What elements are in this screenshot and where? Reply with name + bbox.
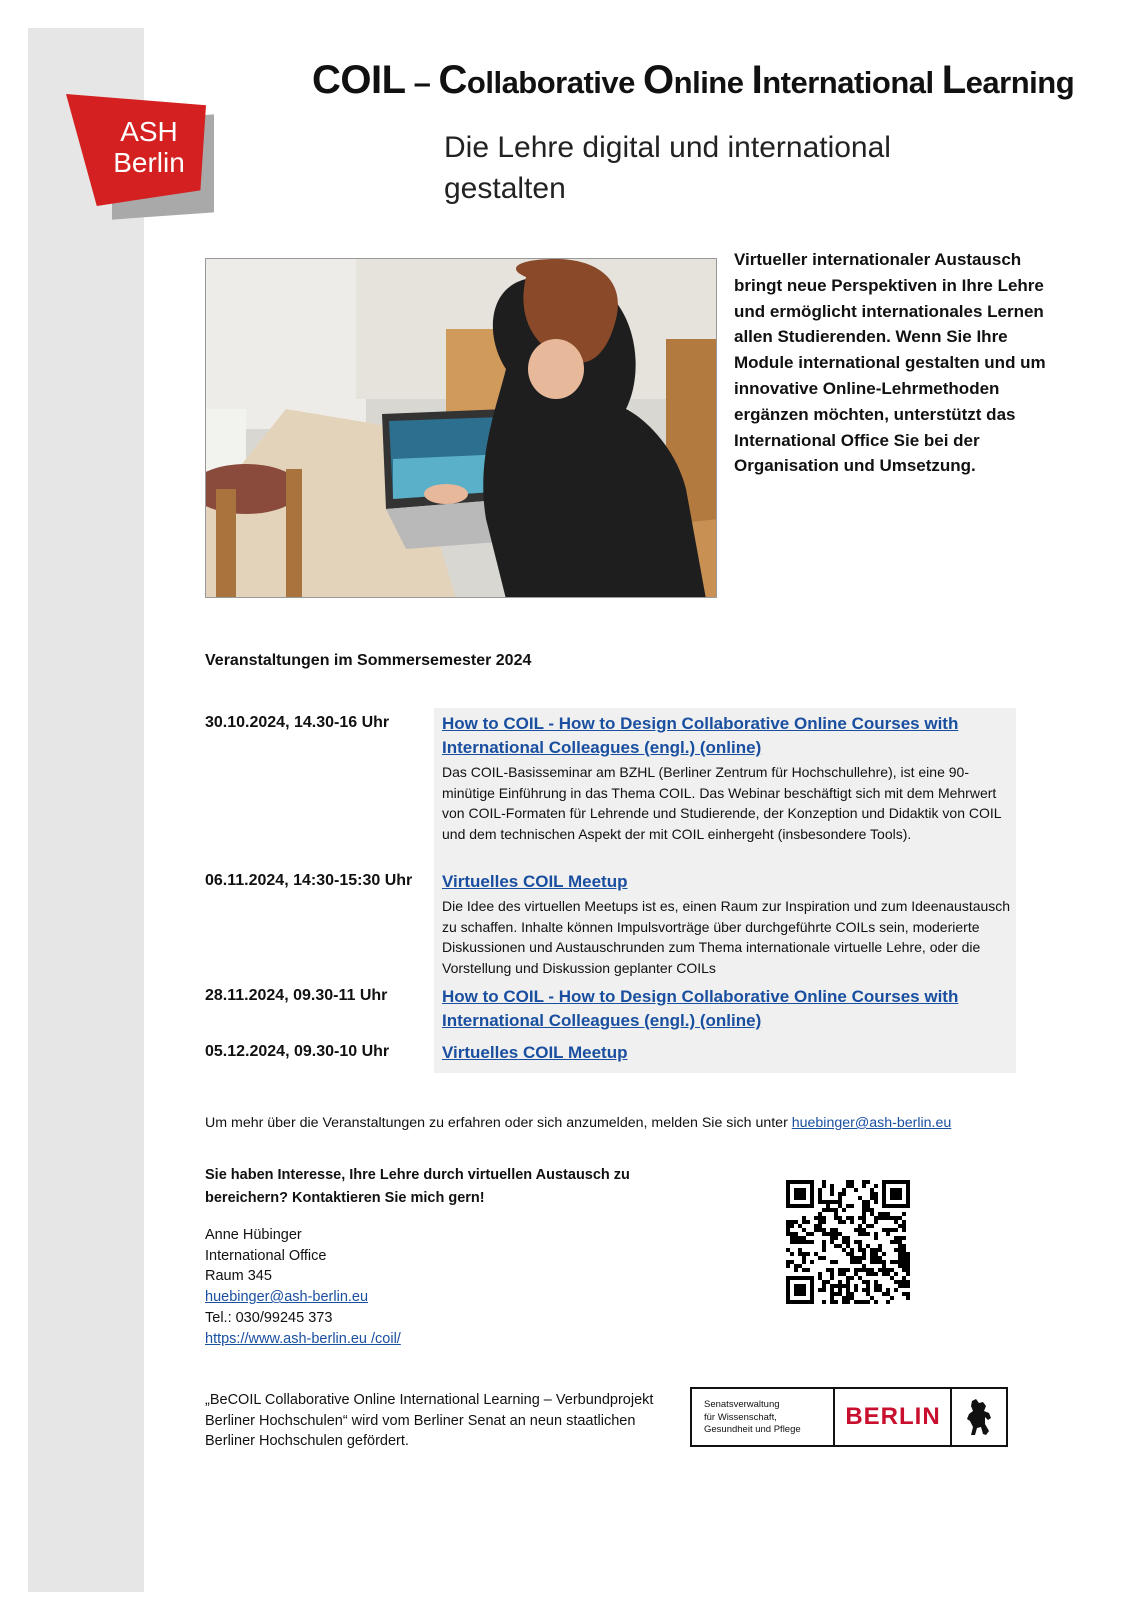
berlin-department bbox=[704, 1399, 834, 1437]
title-rest-l: earning bbox=[965, 65, 1075, 100]
photo-woman-laptop bbox=[205, 258, 717, 598]
page-title bbox=[312, 58, 1112, 103]
title-cap-c: C bbox=[438, 58, 467, 102]
title-part-coil: COIL bbox=[312, 58, 406, 102]
logo-text bbox=[104, 116, 194, 178]
contact-room: Raum 345 bbox=[205, 1268, 272, 1285]
more-info-email-link[interactable]: huebinger@ash-berlin.eu bbox=[791, 1115, 952, 1131]
title-rest-c: ollaborative bbox=[466, 65, 644, 100]
intro-text: Virtueller internationaler Austausch bringt neue Perspektiven in Ihre Lehre und ermöglicht internationales Lernen allen Studierenden. Wenn Sie Ihre Module international gestalten und um innovative Online-Lehrmethoden ergänzen möchten, unterstützt das International Office Sie bei der Organisation und Umsetzung. bbox=[734, 250, 1046, 476]
dept-line: für Wissenschaft, bbox=[704, 1411, 777, 1423]
event-item bbox=[442, 1041, 1014, 1067]
event-title-link[interactable]: How to COIL - How to Design Collaborative Online Courses with International Colleagues (engl.) (online) bbox=[442, 714, 959, 757]
event-title-link[interactable]: Virtuelles COIL Meetup bbox=[442, 1043, 628, 1062]
contact-email-link[interactable]: huebinger@ash-berlin.eu bbox=[205, 1289, 369, 1306]
event-date: 06.11.2024, 14:30-15:30 Uhr bbox=[205, 872, 413, 889]
contact-name: Anne Hübinger bbox=[205, 1227, 302, 1243]
contact-url-link[interactable]: https://www.ash-berlin.eu /coil/ bbox=[205, 1330, 401, 1347]
event-item bbox=[442, 712, 1014, 844]
contact-phone: Tel.: 030/99245 373 bbox=[205, 1309, 333, 1326]
berlin-divider bbox=[833, 1389, 835, 1445]
event-description: Das COIL-Basisseminar am BZHL (Berliner Zentrum für Hochschullehre), ist eine 90-minütige Einführung in das Thema COIL. Das Webinar beschäftigt sich mit dem Mehrwert von COIL-Formaten für Lehrende und Studierende, der Konzeption und Didaktik von COIL und dem technischen Aspekt der mit COIL einhergeht (insbesondere Tools). bbox=[442, 764, 1002, 842]
qr-code-icon bbox=[786, 1180, 910, 1304]
event-date: 05.12.2024, 09.30-10 Uhr bbox=[205, 1043, 390, 1060]
event-title-link[interactable]: How to COIL - How to Design Collaborative Online Courses with International Colleagues (engl.) (online) bbox=[442, 987, 959, 1030]
ash-berlin-logo bbox=[62, 92, 222, 228]
dept-line: Senatsverwaltung bbox=[704, 1399, 780, 1410]
event-item bbox=[442, 870, 1014, 978]
berlin-divider bbox=[950, 1389, 952, 1445]
logo-line2: Berlin bbox=[113, 147, 185, 178]
berlin-senate-logo bbox=[690, 1387, 1008, 1447]
event-date: 30.10.2024, 14.30-16 Uhr bbox=[205, 714, 390, 731]
dept-line: Gesundheit und Pflege bbox=[704, 1424, 801, 1435]
logo-line1: ASH bbox=[120, 116, 178, 147]
event-title-link[interactable]: Virtuelles COIL Meetup bbox=[442, 872, 628, 891]
title-separator: – bbox=[405, 65, 439, 100]
event-date: 28.11.2024, 09.30-11 Uhr bbox=[205, 987, 388, 1004]
berlin-bear-icon bbox=[964, 1397, 994, 1437]
title-rest-o: nline bbox=[673, 65, 752, 100]
title-rest-i: nternational bbox=[762, 65, 942, 100]
berlin-wordmark: BERLIN bbox=[845, 1403, 941, 1430]
event-item bbox=[442, 985, 1014, 1035]
contact-block bbox=[205, 1225, 525, 1349]
sidebar-strip bbox=[28, 28, 144, 1592]
title-cap-l: L bbox=[941, 58, 966, 102]
contact-office: International Office bbox=[205, 1247, 327, 1264]
more-info-text bbox=[205, 1115, 1105, 1131]
event-description: Die Idee des virtuellen Meetups ist es, einen Raum zur Inspiration und zum Ideenaustausch zu schaffen. Inhalte können Impulsvorträge über durchgeführte COILs sein, moderierte Diskussionen und Austauschrunden zum Thema internationale virtuelle Lehre, oder die Vorstellung und Diskussion geplanter COILs bbox=[442, 898, 1011, 976]
contact-prompt: Sie haben Interesse, Ihre Lehre durch virtuellen Austausch zu bereichern? Kontaktieren Sie mich gern! bbox=[205, 1167, 630, 1206]
events-heading: Veranstaltungen im Sommersemester 2024 bbox=[205, 652, 532, 669]
title-cap-o: O bbox=[643, 58, 674, 102]
page-subtitle: Die Lehre digital und international gestalten bbox=[444, 131, 891, 205]
funding-note: „BeCOIL Collaborative Online International Learning – Verbundprojekt Berliner Hochschulen“ wird vom Berliner Senat an neun staatlichen Berliner Hochschulen gefördert. bbox=[205, 1392, 654, 1450]
more-info-label: Um mehr über die Veranstaltungen zu erfahren oder sich anzumelden, melden Sie sich unter bbox=[205, 1115, 792, 1131]
title-cap-i: I bbox=[751, 58, 763, 102]
